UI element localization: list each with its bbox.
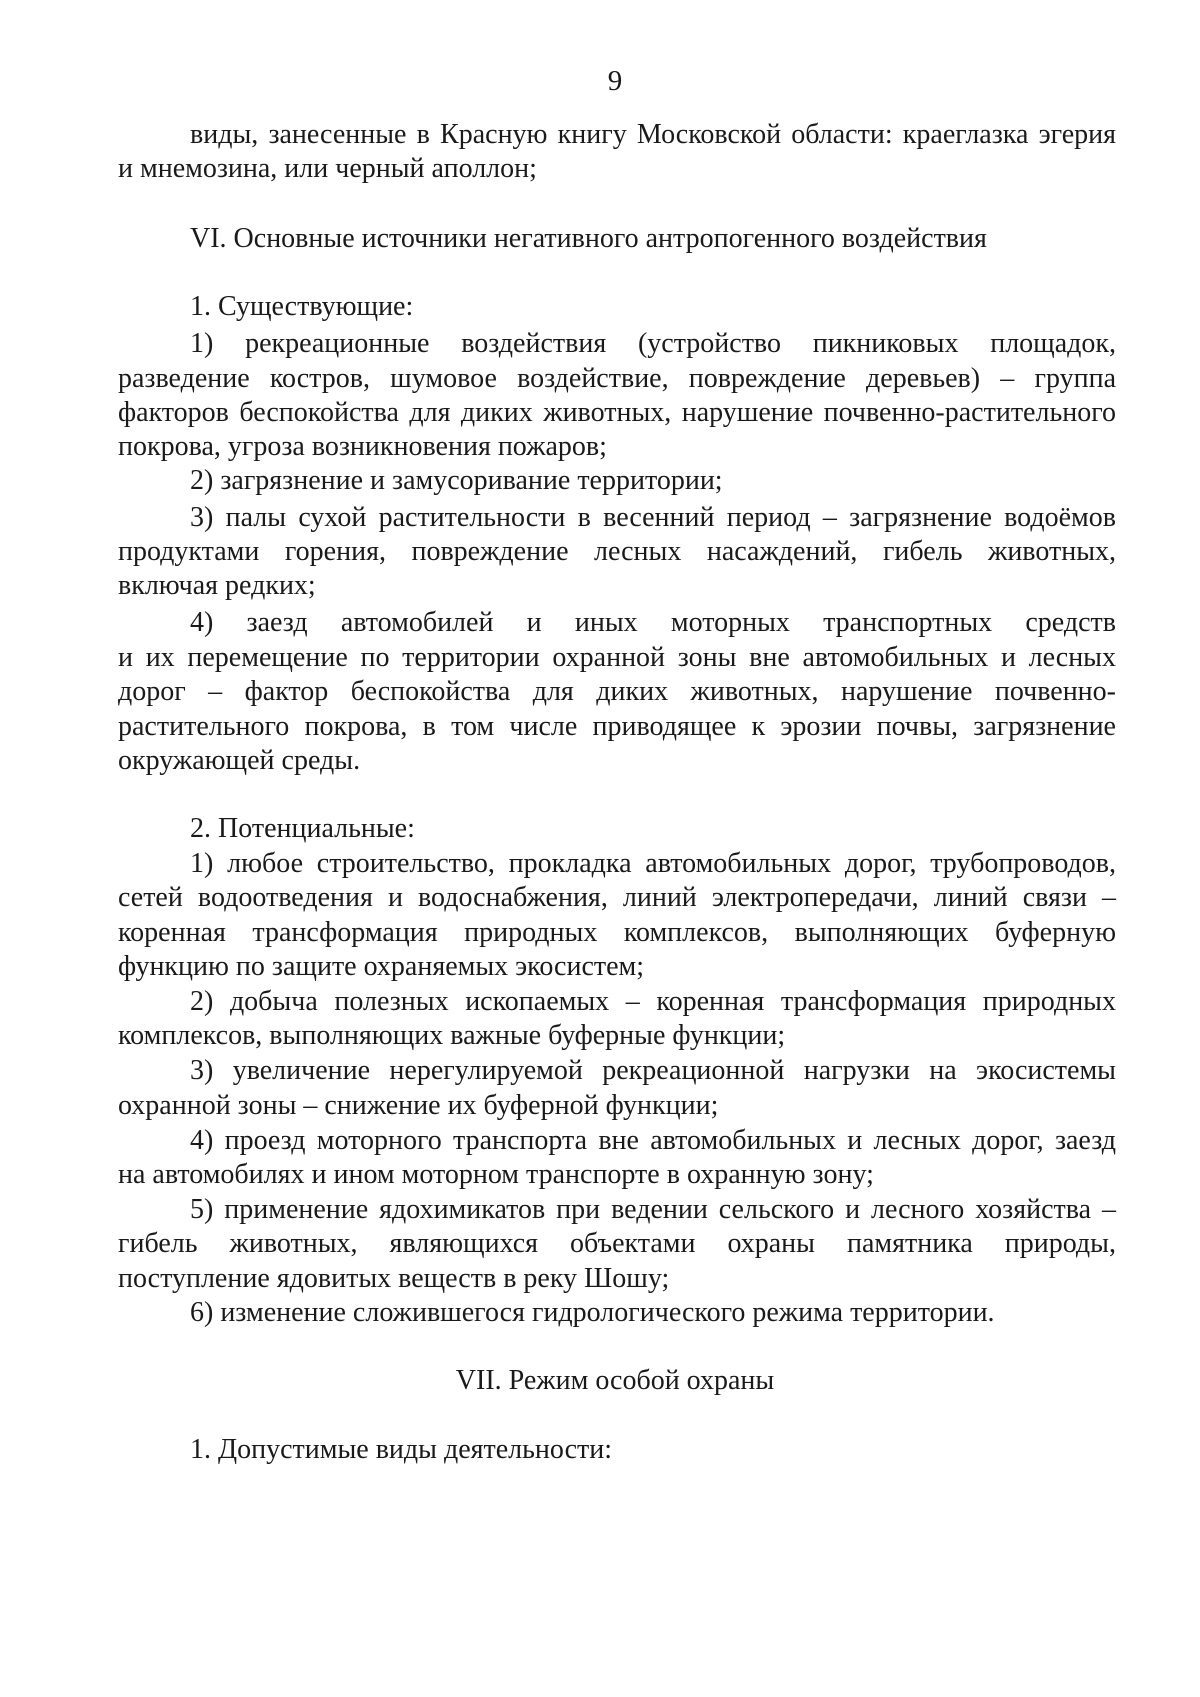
list-item-line: на автомобилях и ином моторном транспорте в охранную зону;: [118, 1159, 874, 1190]
list-item-line: функцию по защите охраняемых экосистем;: [118, 951, 645, 982]
list-item-line: 1) рекреационные воздействия (устройство пикниковых площадок,: [190, 328, 1116, 359]
list-item-line: охранной зоны – снижение их буферной функции;: [118, 1090, 719, 1121]
list-item-line: включая редких;: [118, 570, 316, 601]
list-item-line: поступление ядовитых веществ в реку Шошу;: [118, 1263, 670, 1294]
section-heading: VI. Основные источники негативного антропогенного воздействия: [190, 223, 987, 254]
list-item-line: продуктами горения, повреждение лесных насаждений, гибель животных,: [118, 536, 1116, 567]
list-item-line: комплексов, выполняющих важные буферные функции;: [118, 1020, 786, 1051]
list-item-line: окружающей среды.: [118, 745, 361, 776]
list-item-line: и их перемещение по территории охранной зоны вне автомобильных и лесных: [118, 642, 1116, 673]
list-item-line: факторов беспокойства для диких животных, нарушение почвенно-растительного: [118, 397, 1116, 428]
list-item-line: дорог – фактор беспокойства для диких животных, нарушение почвенно-: [118, 676, 1116, 707]
list-item-line: разведение костров, шумовое воздействие, повреждение деревьев) – группа: [118, 363, 1116, 394]
list-item-line: коренная трансформация природных комплексов, выполняющих буферную: [118, 917, 1116, 948]
list-item-line: 2) загрязнение и замусоривание территории;: [190, 465, 723, 496]
list-item-line: 6) изменение сложившегося гидрологического режима территории.: [190, 1297, 995, 1328]
paragraph-line: виды, занесенные в Красную книгу Московской области: краеглазка эгерия: [190, 119, 1116, 150]
list-item-line: растительного покрова, в том числе приводящее к эрозии почвы, загрязнение: [118, 711, 1116, 742]
list-item-line: 4) проезд моторного транспорта вне автомобильных и лесных дорог, заезд: [190, 1125, 1116, 1156]
list-item-line: 3) увеличение нерегулируемой рекреационной нагрузки на экосистемы: [190, 1055, 1116, 1086]
list-item-line: сетей водоотведения и водоснабжения, линий электропередачи, линий связи –: [118, 882, 1116, 913]
section-heading: VII. Режим особой охраны: [455, 1365, 775, 1396]
list-item-line: 3) палы сухой растительности в весенний период – загрязнение водоёмов: [190, 502, 1116, 533]
list-item-line: 4) заезд автомобилей и иных моторных транспортных средств: [190, 607, 1116, 638]
list-item-line: 1) любое строительство, прокладка автомобильных дорог, трубопроводов,: [190, 848, 1116, 879]
paragraph-line: и мнемозина, или черный аполлон;: [118, 153, 537, 184]
page-number: 9: [607, 65, 623, 97]
subsection-title: 1. Существующие:: [190, 291, 414, 322]
list-item-line: покрова, угроза возникновения пожаров;: [118, 431, 607, 462]
list-item-line: 5) применение ядохимикатов при ведении сельского и лесного хозяйства –: [190, 1194, 1116, 1225]
subsection-title: 2. Потенциальные:: [190, 813, 415, 844]
list-item-line: гибель животных, являющихся объектами охраны памятника природы,: [118, 1228, 1116, 1259]
subsection-title: 1. Допустимые виды деятельности:: [190, 1434, 613, 1465]
list-item-line: 2) добыча полезных ископаемых – коренная трансформация природных: [190, 986, 1116, 1017]
